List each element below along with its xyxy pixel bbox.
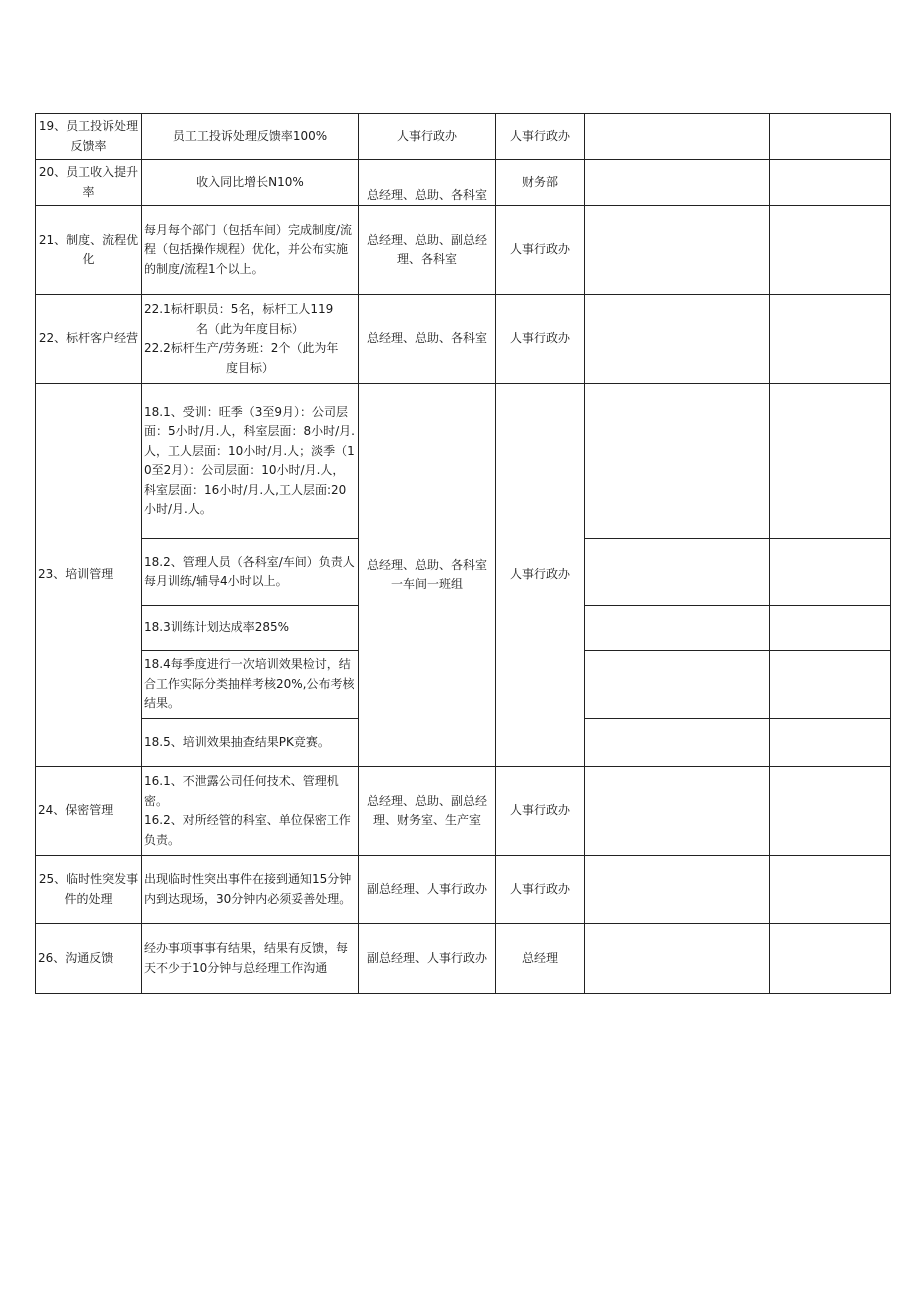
responsible-cell: 总经理、总助、各科室 bbox=[359, 295, 496, 384]
empty-cell bbox=[770, 719, 891, 767]
responsible-cell: 副总经理、人事行政办 bbox=[359, 856, 496, 924]
item-cell: 23、培训管理 bbox=[36, 384, 142, 767]
empty-cell bbox=[585, 719, 770, 767]
responsible-cell: 总经理、总助、副总经理、各科室 bbox=[359, 206, 496, 295]
responsible-cell bbox=[359, 384, 496, 767]
empty-cell bbox=[585, 384, 770, 539]
table-row bbox=[36, 924, 891, 994]
empty-cell bbox=[770, 160, 891, 206]
empty-cell bbox=[770, 539, 891, 606]
item-cell: 22、标杆客户经营 bbox=[36, 295, 142, 384]
empty-cell bbox=[770, 767, 891, 856]
assessor-cell: 总经理 bbox=[496, 924, 585, 994]
empty-cell bbox=[770, 384, 891, 539]
responsible-cell: 总经理、总助、副总经理、财务室、生产室 bbox=[359, 767, 496, 856]
kpi-table bbox=[35, 113, 891, 994]
empty-cell bbox=[585, 160, 770, 206]
target-cell: 18.1、受训：旺季（3至9月）：公司层面：5小时/月.人，科室层面：8小时/月.人，工人层面：10小时/月.人；淡季（10至2月）：公司层面：10小时/月.人，科室层面：16小时/月.人,工人层面:20小时/月.人。 bbox=[142, 384, 359, 539]
item-cell: 20、员工收入提升率 bbox=[36, 160, 142, 206]
target-cell: 员工工投诉处理反馈率100% bbox=[142, 114, 359, 160]
table-row bbox=[36, 206, 891, 295]
target-cell: 18.3训练计划达成率285% bbox=[142, 606, 359, 651]
empty-cell bbox=[770, 924, 891, 994]
assessor-cell: 人事行政办 bbox=[496, 384, 585, 767]
assessor-cell: 人事行政办 bbox=[496, 206, 585, 295]
table-row bbox=[36, 767, 891, 856]
empty-cell bbox=[585, 295, 770, 384]
empty-cell bbox=[770, 114, 891, 160]
responsible-cell: 人事行政办 bbox=[359, 114, 496, 160]
table-row bbox=[36, 160, 891, 206]
responsible-cell: 总经理、总助、各科室 bbox=[359, 160, 496, 206]
table-row bbox=[36, 295, 891, 384]
item-cell: 24、保密管理 bbox=[36, 767, 142, 856]
empty-cell bbox=[585, 114, 770, 160]
empty-cell bbox=[585, 924, 770, 994]
item-cell: 26、沟通反馈 bbox=[36, 924, 142, 994]
target-line: 16.2、对所经管的科室、单位保密工作负责。 bbox=[144, 813, 351, 847]
empty-cell bbox=[585, 856, 770, 924]
responsible-cell: 副总经理、人事行政办 bbox=[359, 924, 496, 994]
assessor-cell: 人事行政办 bbox=[496, 114, 585, 160]
target-line: 名（此为年度目标） bbox=[195, 321, 304, 336]
target-cell: 18.5、培训效果抽查结果PK竞赛。 bbox=[142, 719, 359, 767]
target-line: 16.1、不泄露公司任何技术、管理机密。 bbox=[144, 774, 339, 808]
target-cell: 出现临时性突出事件在接到通知15分钟内到达现场，30分钟内必须妥善处理。 bbox=[142, 856, 359, 924]
item-cell: 25、临时性突发事件的处理 bbox=[36, 856, 142, 924]
empty-cell bbox=[585, 606, 770, 651]
empty-cell bbox=[770, 856, 891, 924]
target-line: 22.2标杆生产/劳务班：2个（此为年 bbox=[144, 341, 339, 355]
responsible-line: 总经理、总助、各科室 bbox=[366, 557, 487, 572]
responsible-line: 一车间一班组 bbox=[390, 577, 463, 591]
target-cell bbox=[142, 295, 359, 384]
table-row bbox=[36, 114, 891, 160]
target-line: 度目标） bbox=[225, 360, 274, 375]
target-cell: 每月每个部门（包括车间）完成制度/流程（包括操作规程）优化，并公布实施的制度/流程1个以上。 bbox=[142, 206, 359, 295]
target-line: 22.1标杆职员：5名，标杆工人119 bbox=[144, 302, 334, 316]
empty-cell bbox=[585, 767, 770, 856]
empty-cell bbox=[585, 206, 770, 295]
empty-cell bbox=[585, 651, 770, 719]
table-row bbox=[36, 856, 891, 924]
target-cell bbox=[142, 767, 359, 856]
empty-cell bbox=[770, 295, 891, 384]
empty-cell bbox=[770, 206, 891, 295]
target-cell: 18.4每季度进行一次培训效果检讨，结合工作实际分类抽样考核20%,公布考核结果。 bbox=[142, 651, 359, 719]
assessor-cell: 人事行政办 bbox=[496, 767, 585, 856]
item-cell: 19、员工投诉处理反馈率 bbox=[36, 114, 142, 160]
target-cell: 收入同比增长N10% bbox=[142, 160, 359, 206]
assessor-cell: 人事行政办 bbox=[496, 856, 585, 924]
empty-cell bbox=[770, 651, 891, 719]
empty-cell bbox=[770, 606, 891, 651]
item-cell: 21、制度、流程优化 bbox=[36, 206, 142, 295]
target-cell: 18.2、管理人员（各科室/车间）负责人每月训练/辅导4小时以上。 bbox=[142, 539, 359, 606]
target-cell: 经办事项事事有结果，结果有反馈，每天不少于10分钟与总经理工作沟通 bbox=[142, 924, 359, 994]
assessor-cell: 财务部 bbox=[496, 160, 585, 206]
assessor-cell: 人事行政办 bbox=[496, 295, 585, 384]
table-row bbox=[36, 384, 891, 539]
empty-cell bbox=[585, 539, 770, 606]
